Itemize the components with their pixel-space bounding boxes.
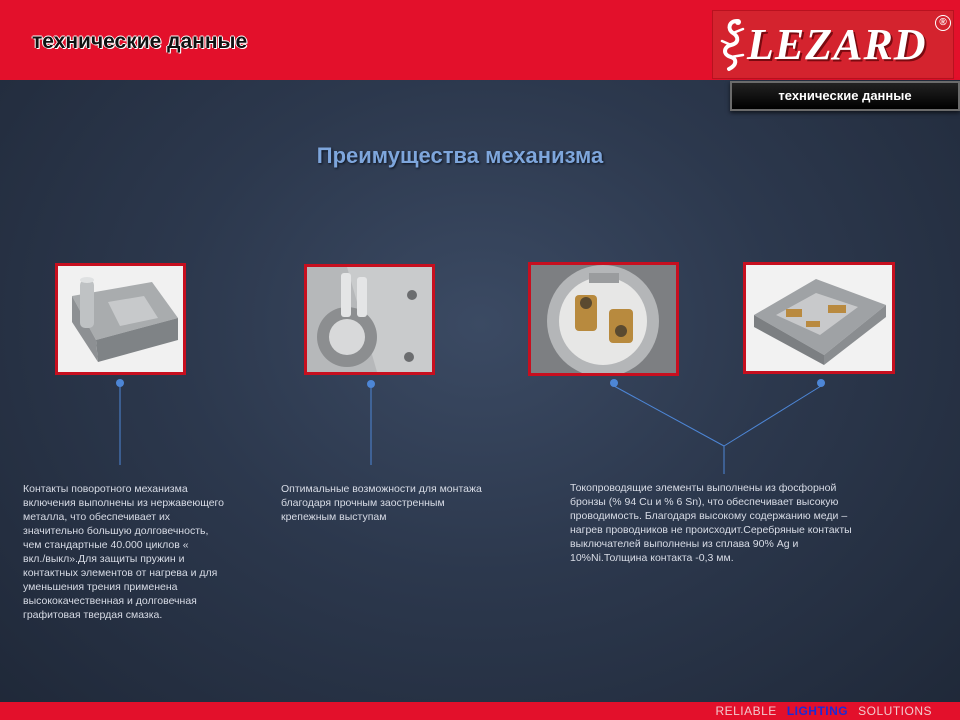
footer-tagline	[715, 704, 932, 718]
tagline-reliable: RELIABLE	[715, 704, 777, 718]
lizard-logo-icon	[719, 17, 749, 73]
photo-switch-interior	[743, 262, 895, 374]
photo-rotary-mechanism	[55, 263, 186, 375]
tagline-solutions: SOLUTIONS	[858, 704, 932, 718]
section-tab[interactable]: технические данные	[730, 81, 960, 111]
brand-name: LEZARD	[747, 20, 927, 69]
page-title: технические данные	[32, 30, 248, 53]
connector-dot	[817, 379, 825, 387]
description-contacts: Контакты поворотного механизма включения выполнены из нержавеющего металла, что обеспечивает их значительно большую долговечность, чем стандартные 40.000 циклов « вкл./выкл».Для защиты пружин и контактных элементов от нагрева и для уменьшения трения применена высококачественная и долговечная графитовая твердая смазка.	[23, 483, 224, 621]
connector-dot	[116, 379, 124, 387]
tagline-lighting: LIGHTING	[786, 704, 849, 718]
connector-dot	[610, 379, 618, 387]
connector-dot	[367, 380, 375, 388]
main-heading: Преимущества механизма	[316, 143, 604, 168]
brand-logo	[712, 10, 954, 79]
registered-mark: ®	[935, 15, 951, 31]
description-conductors: Токопроводящие элементы выполнены из фосфорной бронзы (% 94 Cu и % 6 Sn), что обеспечивает высокую проводимость. Благодаря высокому содержанию меди – нагрев проводников не происходит.Серебряные контакты выключателей выполнены из сплава 90% Ag и 10%Ni.Толщина контакта -0,3 мм.	[570, 482, 852, 564]
photo-mounting-claws	[304, 264, 435, 375]
description-mounting: Оптимальные возможности для монтажа благодаря прочным заостренным крепежным выступам	[281, 483, 482, 523]
photo-bronze-contacts	[528, 262, 679, 376]
